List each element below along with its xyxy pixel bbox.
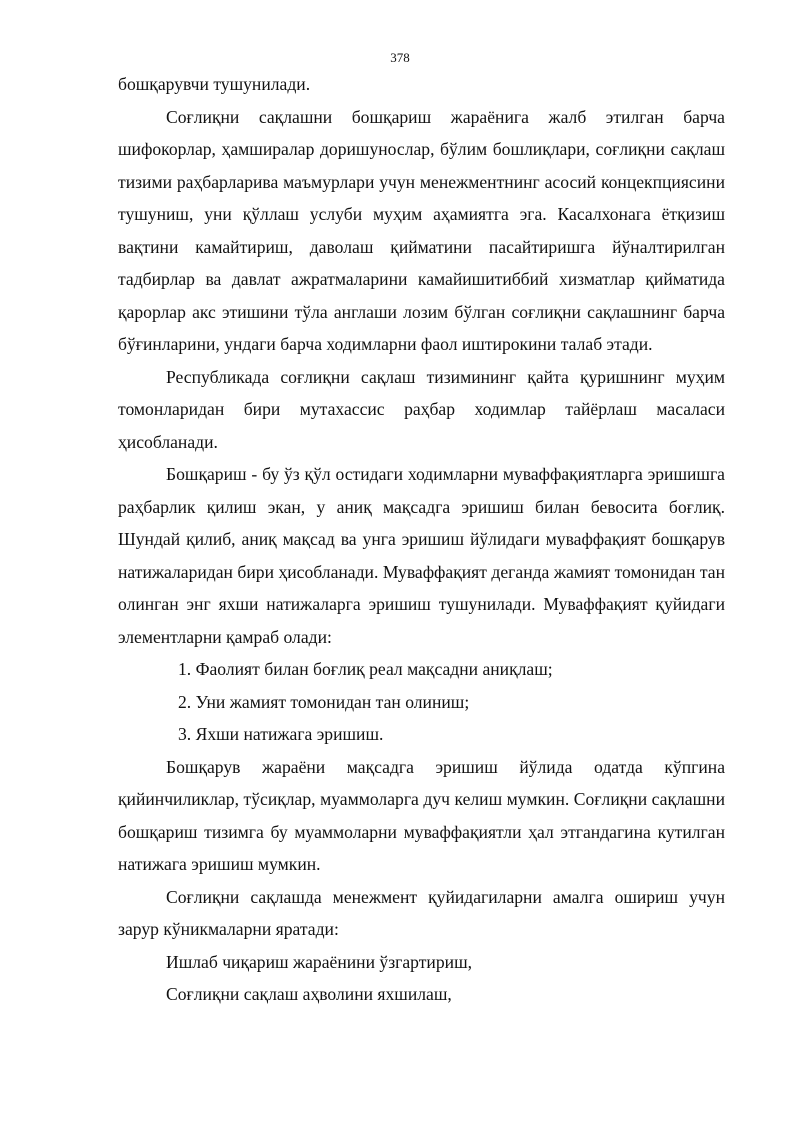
list-line: Ишлаб чиқариш жараёнини ўзгартириш, [166,951,473,972]
list-item: 2. Уни жамият томонидан тан олиниш; [178,691,470,712]
document-body [118,68,725,1011]
paragraph: Соғлиқни сақлашни бошқариш жараёнига жалб этилган барча шифокорлар, ҳамширалар доришунослар, бўлим бошлиқлари, соғлиқни сақлаш тизими раҳбарларива маъмурлари учун менежментнинг асосий концекпциясини тушуниш, уни қўллаш услуби муҳим аҳамиятга эга. Касалхонага ётқизиш вақтини камайтириш, даволаш қийматини пасайтиришга йўналтирилган тадбирлар ва давлат ажратмаларини камайишитиббий хизматлар қийматида қарорлар акс этишини тўла англаши лозим бўлган соғлиқни сақлашнинг барча бўғинларини, ундаги барча ходимларни фаол иштирокини талаб этади. [118,106,725,354]
list-item: 3. Яхши натижага эришиш. [178,724,384,744]
list-line: Соғлиқни сақлаш аҳволини яхшилаш, [166,984,452,1004]
paragraph: Республикада соғлиқни сақлаш тизимининг қайта қуришнинг муҳим томонларидан бири мутахассис раҳбар ходимлар тайёрлаш масаласи ҳисобланади. [118,366,725,452]
page-number: 378 [390,50,410,65]
paragraph-continuation: бошқарувчи тушунилади. [118,74,311,94]
paragraph: Бошқарув жараёни мақсадга эришиш йўлида одатда кўпгина қийинчиликлар, тўсиқлар, муаммоларга дуч келиш мумкин. Соғлиқни сақлашни бошқариш тизимга бу муаммоларни муваффақиятли ҳал этгандагина кутилган натижага эришиш мумкин. [118,756,725,874]
list-item: 1. Фаолият билан боғлиқ реал мақсадни аниқлаш; [178,659,553,679]
paragraph: Соғлиқни сақлашда менежмент қуйидагиларни амалга ошириш учун зарур кўникмаларни яратади: [118,886,725,939]
paragraph: Бошқариш - бу ўз қўл остидаги ходимларни муваффақиятларга эришишга раҳбарлик қилиш экан, у аниқ мақсадга эришиш билан бевосита боғлиқ. Шундай қилиб, аниқ мақсад ва унга эришиш йўлидаги муваффақият бошқарув натижаларидан бири ҳисобланади. Муваффақият деганда жамият томонидан тан олинган энг яхши натижаларга эришиш тушунилади. Муваффақият қуйидаги элементларни қамраб олади: [118,464,725,647]
